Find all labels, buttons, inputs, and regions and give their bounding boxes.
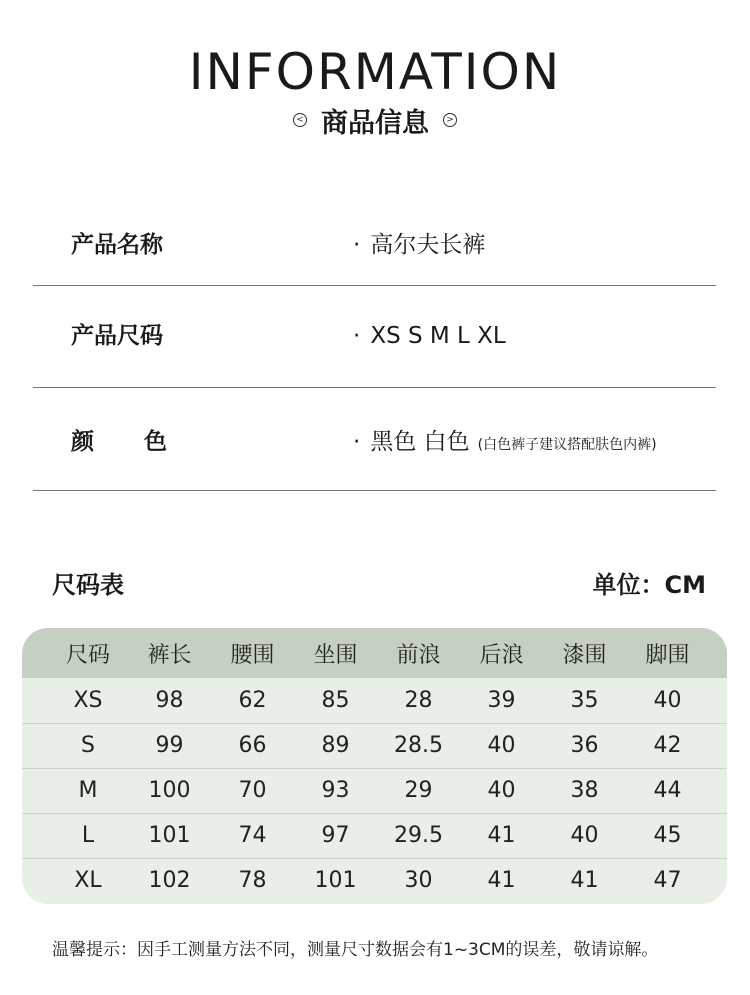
info-label: 颜色 <box>71 429 217 455</box>
info-value <box>353 306 506 366</box>
table-row <box>22 723 727 768</box>
bullet: · <box>353 429 361 455</box>
footnote: 温馨提示：因手工测量方法不同，测量尺寸数据会有1~3CM的误差，敬请谅解。 <box>52 940 659 960</box>
table-cell: 41 <box>487 823 516 848</box>
header-cell: 裤长 <box>147 643 192 668</box>
table-cell: XS <box>73 688 103 713</box>
table-cell: 102 <box>148 868 191 893</box>
table-cell: 74 <box>238 823 267 848</box>
info-row-size <box>33 306 716 366</box>
table-cell: 101 <box>148 823 191 848</box>
table-cell: 101 <box>314 868 357 893</box>
table-cell: 38 <box>570 778 599 803</box>
header-cell: 漆围 <box>562 643 607 668</box>
header-cell: 腰围 <box>230 643 275 668</box>
divider <box>33 490 716 491</box>
table-cell: 98 <box>155 688 184 713</box>
table-cell: 93 <box>321 778 350 803</box>
table-cell: 89 <box>321 733 350 758</box>
size-chart-title: 尺码表 <box>52 571 124 599</box>
table-row <box>22 768 727 813</box>
page-title: INFORMATION <box>188 43 562 101</box>
table-cell: 44 <box>653 778 682 803</box>
table-row <box>22 678 727 723</box>
table-cell: 28.5 <box>394 733 443 758</box>
table-cell: 40 <box>653 688 682 713</box>
info-value-text: XS S M L XL <box>370 323 506 349</box>
bullet: · <box>353 232 361 258</box>
chevron-left-icon: < <box>293 113 307 127</box>
table-cell: 99 <box>155 733 184 758</box>
info-note: (白色裤子建议搭配肤色内裤) <box>477 437 657 453</box>
info-row-color <box>33 412 716 472</box>
table-cell: 30 <box>404 868 433 893</box>
header-cell: 脚围 <box>645 643 690 668</box>
header-cell: 后浪 <box>479 643 524 668</box>
info-value-text: 高尔夫长裤 <box>370 232 486 258</box>
table-cell: S <box>81 733 95 758</box>
table-cell: 39 <box>487 688 516 713</box>
table-cell: 40 <box>487 778 516 803</box>
chevron-right-icon: > <box>443 113 457 127</box>
unit-label: 单位：CM <box>592 571 706 599</box>
table-cell: 100 <box>148 778 191 803</box>
table-cell: XL <box>74 868 102 893</box>
table-cell: 70 <box>238 778 267 803</box>
table-cell: 36 <box>570 733 599 758</box>
table-cell: L <box>81 823 95 848</box>
table-cell: 97 <box>321 823 350 848</box>
table-cell: 40 <box>570 823 599 848</box>
table-cell: 78 <box>238 868 267 893</box>
subtitle: 商品信息 <box>321 107 429 139</box>
info-label: 产品尺码 <box>71 323 163 349</box>
table-cell: 85 <box>321 688 350 713</box>
table-cell: 66 <box>238 733 267 758</box>
info-label: 产品名称 <box>71 232 163 258</box>
header-cell: 尺码 <box>65 643 110 668</box>
info-value <box>353 412 657 475</box>
table-cell: 41 <box>487 868 516 893</box>
subtitle-row <box>0 100 750 140</box>
table-cell: 62 <box>238 688 267 713</box>
table-cell: M <box>78 778 98 803</box>
table-cell: 45 <box>653 823 682 848</box>
table-row <box>22 858 727 903</box>
table-row <box>22 813 727 858</box>
table-cell: 41 <box>570 868 599 893</box>
info-value-text: 黑色 白色 <box>370 429 470 455</box>
table-cell: 35 <box>570 688 599 713</box>
header-cell: 坐围 <box>313 643 358 668</box>
table-header <box>22 628 727 678</box>
table-cell: 29.5 <box>394 823 443 848</box>
table-cell: 42 <box>653 733 682 758</box>
info-row-name <box>33 215 716 275</box>
table-cell: 40 <box>487 733 516 758</box>
header-cell: 前浪 <box>396 643 441 668</box>
table-cell: 47 <box>653 868 682 893</box>
size-table <box>22 628 727 904</box>
table-cell: 28 <box>404 688 433 713</box>
divider <box>33 285 716 286</box>
divider <box>33 387 716 388</box>
bullet: · <box>353 323 361 349</box>
info-value <box>353 215 485 275</box>
table-cell: 29 <box>404 778 433 803</box>
